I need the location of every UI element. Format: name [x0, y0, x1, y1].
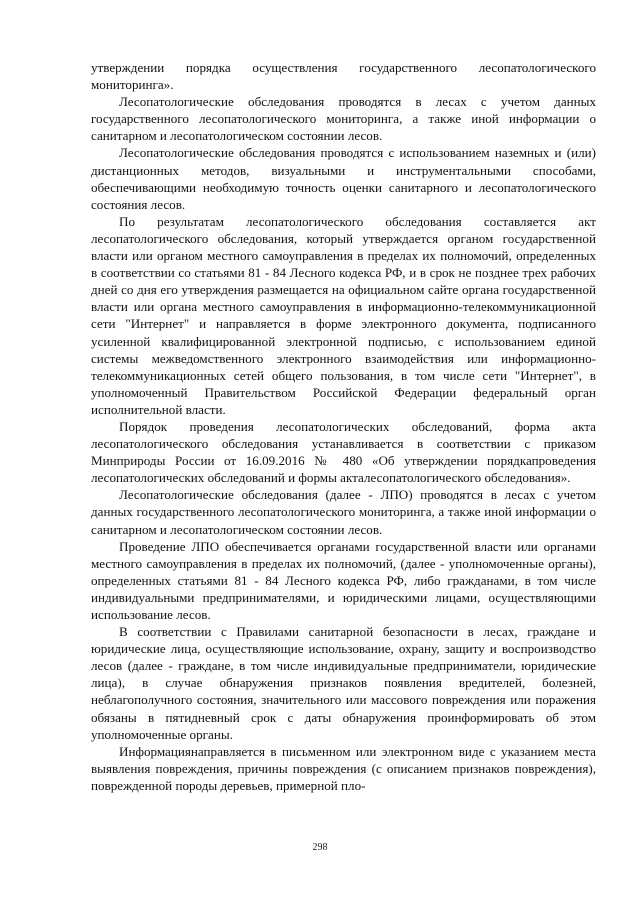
paragraph-sanitary-rules: В соответствии с Правилами санитарной безопасности в лесах, граждане и юридические лица, осуществляющие использование, охрану, защиту и воспроизводство лесов (далее - граждане, в том числе индивидуальные предприниматели, юридические лица), в случае обнаружения признаков появления вредителей, болезней, неблагополучного состояния, значительного или массового повреждения или поражения обязаны в пятидневный срок с даты обнаружения проинформировать об этом уполномоченные органы.	[91, 624, 596, 742]
document-body	[91, 59, 596, 794]
paragraph-information-submission: Информациянаправляется в письменном или электронном виде с указанием места выявления повреждения, причины повреждения (с описанием признаков повреждения), поврежденной породы деревьев, примерной пло-	[91, 743, 596, 793]
page-number: 298	[312, 842, 328, 853]
paragraph-survey-methods: Лесопатологические обследования проводятся с использованием наземных и (или) дистанционных методов, визуальными и инструментальными способами, обеспечивающими необходимую точность оценки санитарного и лесопатологического состояния лесов.	[91, 145, 596, 212]
paragraph-lpo-responsible: Проведение ЛПО обеспечивается органами государственной власти или органами местного самоуправления в пределах их полномочий, (далее - уполномоченные органы), определенных статьями 81 - 84 Лесного кодекса РФ, либо гражданами, в том числе индивидуальными предпринимателями, и юридическими лицами, осуществляющими использование лесов.	[91, 538, 596, 622]
paragraph-monitoring-order-end: утверждении порядка осуществления государственного лесопатологического мониторинга».	[91, 60, 596, 93]
paragraph-survey-procedure: Порядок проведения лесопатологических обследований, форма акта лесопатологического обследования устанавливается в соответствии с приказом Минприроды России от 16.09.2016 № 480 «Об утверждении порядкапроведения лесопатологических обследований и формы акталесопатологического обследования».	[91, 418, 596, 486]
paragraph-lpo-definition: Лесопатологические обследования (далее - ЛПО) проводятся в лесах с учетом данных государственного лесопатологического мониторинга, а также иной информации о санитарном и лесопатологическом состоянии лесов.	[91, 487, 596, 537]
paragraph-survey-data-basis: Лесопатологические обследования проводятся в лесах с учетом данных государственного лесопатологического мониторинга, а также иной информации о санитарном и лесопатологическом состоянии лесов.	[91, 94, 596, 144]
paragraph-survey-act: По результатам лесопатологического обследования составляется акт лесопатологического обследования, который утверждается органом государственной власти или органом местного самоуправления в пределах их полномочий, определенных в соответствии со статьями 81 - 84 Лесного кодекса РФ, и в срок не позднее трех рабочих дней со дня его утверждения размещается на официальном сайте органа государственной власти или органа местного самоуправления в информационно-телекоммуникационной сети "Интернет" и направляется в форме электронного документа, подписанного усиленной квалифицированной электронной подписью, с использованием единой системы межведомственного электронного взаимодействия или информационно-телекоммуникационных сетей общего пользования, в том числе сети "Интернет", в уполномоченный Правительством Российской Федерации федеральный орган исполнительной власти.	[91, 213, 596, 417]
